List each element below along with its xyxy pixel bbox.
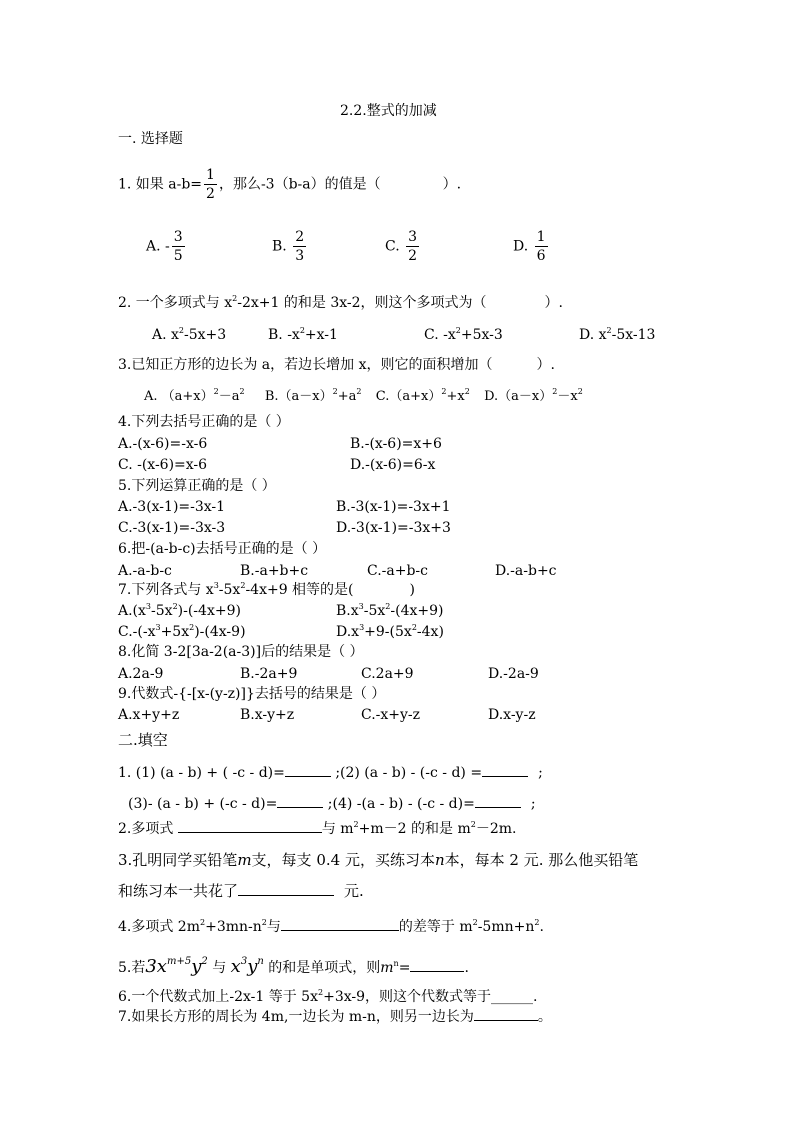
option-label: D. bbox=[513, 238, 529, 255]
monomial-2: $x^3y^n$ bbox=[230, 956, 264, 977]
q8-option-a: A.2a-9 bbox=[118, 666, 164, 682]
question-7: 7.下列各式与 $x^3-5x^2-4x+9$ 相等的是( ) bbox=[118, 581, 415, 598]
q2-stem-c: ）. bbox=[544, 295, 563, 311]
answer-blank[interactable] bbox=[281, 918, 399, 931]
answer-blank[interactable] bbox=[482, 764, 528, 777]
q4-option-c: C. -(x-6)=x-6 bbox=[118, 457, 208, 473]
q9-option-c: C.-x+y-z bbox=[361, 707, 421, 723]
fill-5: 5.若$3x^{m+5}y^2$ 与 $x^3y^n$ 的和是单项式，则$m^n=$ . bbox=[118, 956, 469, 977]
fill-1-line-2: (3)- (a - b) + (-c - d)= ;(4) -(a - b) - (-c - d)= ; bbox=[128, 796, 536, 812]
q2-option-d: D. $x^2-5x-13$ bbox=[579, 326, 656, 343]
fraction bbox=[172, 228, 185, 265]
frac-num: 2 bbox=[295, 229, 305, 245]
q3-options bbox=[144, 388, 583, 406]
q7-option-a: $A.(x^3-5x^2)-(-4x+9)$ bbox=[118, 602, 241, 619]
fill-4: 4.多项式 $2m^2+3mn-n^2$与 的差等于 $m^2-5mn+n^2$. bbox=[118, 918, 544, 935]
fill-7: 7.如果长方形的周长为 4m,一边长为 m-n，则另一边长为 。 bbox=[118, 1009, 552, 1025]
q2-option-c: C. $-x^2+5x-3$ bbox=[424, 326, 503, 343]
q3-stem: 3.已知正方形的边长为 a，若边长增加 x，则它的面积增加（ bbox=[118, 357, 493, 373]
frac-den: 5 bbox=[173, 248, 183, 264]
fraction-half bbox=[204, 166, 217, 203]
question-5: 5.下列运算正确的是（ ） bbox=[118, 478, 276, 494]
frac-num: 1 bbox=[206, 167, 215, 183]
section-heading-choice: 一. 选择题 bbox=[118, 131, 183, 147]
q1-option-c bbox=[385, 228, 421, 265]
q8-option-c: C.2a+9 bbox=[361, 666, 414, 682]
question-3 bbox=[118, 356, 555, 374]
question-9: 9.代数式-{-[x-(y-z)]}去括号的结果是（ ） bbox=[118, 686, 386, 702]
question-2 bbox=[118, 294, 563, 312]
q6-option-b: B.-a+b+c bbox=[240, 563, 309, 579]
fill-3-line-2: 和练习本一共花了 元. bbox=[118, 882, 364, 900]
frac-num: 3 bbox=[173, 229, 183, 245]
fill-3-line-1: 3.孔明同学买铅笔m支，每支 0.4 元，买练习本n本，每本 2 元. 那么他买铅笔 bbox=[118, 851, 639, 869]
q9-option-d: D.x-y-z bbox=[488, 707, 536, 723]
q4-option-a: A.-(x-6)=-x-6 bbox=[118, 436, 208, 452]
q8-option-d: D.-2a-9 bbox=[488, 666, 539, 682]
question-1 bbox=[118, 166, 461, 203]
q1-option-a bbox=[146, 228, 187, 265]
question-6: 6.把-(a-b-c)去括号正确的是（ ） bbox=[118, 541, 327, 557]
monomial-1: $3x^{m+5}y^2$ bbox=[145, 956, 208, 977]
q2-option-b: B. $-x^2+x-1$ bbox=[268, 326, 338, 343]
answer-blank[interactable]: ______. bbox=[491, 989, 538, 1005]
fill-1-line-1: 1. (1) (a - b) + ( -c - d)= ;(2) (a - b) - (-c - d) = ; bbox=[118, 765, 543, 781]
q3-option-d: $D.(a-x)^2-x^2$ bbox=[484, 387, 583, 404]
q7-option-b: $B.x^3-5x^2-(4x+9)$ bbox=[336, 602, 444, 619]
q1-stem-b: ，那么-3（b-a）的值是（ bbox=[218, 176, 381, 193]
q3-option-b: $B.(a-x)^2+a^2$ bbox=[264, 387, 362, 404]
q6-option-c: C.-a+b-c bbox=[367, 563, 429, 579]
question-4: 4.下列去括号正确的是（ ） bbox=[118, 414, 290, 430]
frac-den: 2 bbox=[206, 186, 215, 202]
q4-option-d: D.-(x-6)=6-x bbox=[350, 457, 436, 473]
fraction bbox=[535, 228, 548, 265]
q2-stem-b: -2x+1 的和是 3x-2，则这个多项式为（ bbox=[237, 295, 487, 311]
q1-option-b bbox=[272, 228, 308, 265]
page-title: 2.2.整式的加减 bbox=[340, 103, 437, 119]
frac-den: 3 bbox=[295, 248, 305, 264]
answer-blank[interactable] bbox=[277, 795, 323, 808]
q5-option-a: A.-3(x-1)=-3x-1 bbox=[118, 499, 226, 515]
q8-option-b: B.-2a+9 bbox=[240, 666, 298, 682]
q6-option-a: A.-a-b-c bbox=[118, 563, 172, 579]
answer-blank[interactable] bbox=[475, 795, 521, 808]
question-8: 8.化简 3-2[3a-2(a-3)]后的结果是（ ） bbox=[118, 644, 364, 660]
q5-option-b: B.-3(x-1)=-3x+1 bbox=[336, 499, 451, 515]
answer-blank[interactable] bbox=[410, 959, 464, 972]
q2-stem-a: 2. 一个多项式与 x bbox=[118, 295, 233, 311]
frac-den: 2 bbox=[408, 248, 418, 264]
frac-num: 3 bbox=[408, 229, 418, 245]
q3-option-a: A. $(a+x)^2-a^2$ bbox=[144, 387, 245, 404]
q3-option-c: $C.(a+x)^2+x^2$ bbox=[375, 387, 470, 404]
q5-option-c: C.-3(x-1)=-3x-3 bbox=[118, 520, 226, 536]
option-label: B. bbox=[272, 238, 287, 255]
q7-option-c: $C.-(-x^3+5x^2)-(4x-9)$ bbox=[118, 623, 246, 640]
section-heading-fill: 二.填空 bbox=[118, 731, 168, 749]
exponent: 2 bbox=[232, 294, 238, 303]
fill-2: 2.多项式 与 $m^2+m-2$ 的和是 $m^2-2m$. bbox=[118, 820, 517, 837]
option-label: C. bbox=[385, 238, 400, 255]
frac-den: 6 bbox=[536, 248, 546, 264]
fill-6: 6.一个代数式加上-2x-1 等于 $5x^2+3x-9$，则这个代数式等于______. bbox=[118, 988, 538, 1005]
q1-option-d bbox=[513, 228, 550, 265]
q1-stem-c: ）. bbox=[442, 176, 462, 193]
q5-option-d: D.-3(x-1)=-3x+3 bbox=[336, 520, 451, 536]
frac-num: 1 bbox=[536, 229, 546, 245]
q2-option-a: A. $x^2-5x+3$ bbox=[152, 326, 227, 343]
q9-option-a: A.x+y+z bbox=[118, 707, 180, 723]
q9-option-b: B.x-y+z bbox=[240, 707, 295, 723]
answer-blank[interactable] bbox=[474, 1008, 538, 1021]
q3-stem-end: ）. bbox=[536, 357, 555, 373]
fraction bbox=[293, 228, 306, 265]
q6-option-d: D.-a-b+c bbox=[495, 563, 557, 579]
q4-option-b: B.-(x-6)=x+6 bbox=[350, 436, 442, 452]
answer-blank[interactable] bbox=[285, 764, 331, 777]
answer-blank[interactable] bbox=[178, 820, 322, 833]
q1-stem-a: 1. 如果 a-b= bbox=[118, 176, 203, 193]
option-label: A. - bbox=[146, 238, 170, 255]
fraction bbox=[406, 228, 419, 265]
answer-blank[interactable] bbox=[238, 883, 334, 896]
q7-option-d: $D.x^3+9-(5x^2-4x)$ bbox=[336, 623, 444, 640]
